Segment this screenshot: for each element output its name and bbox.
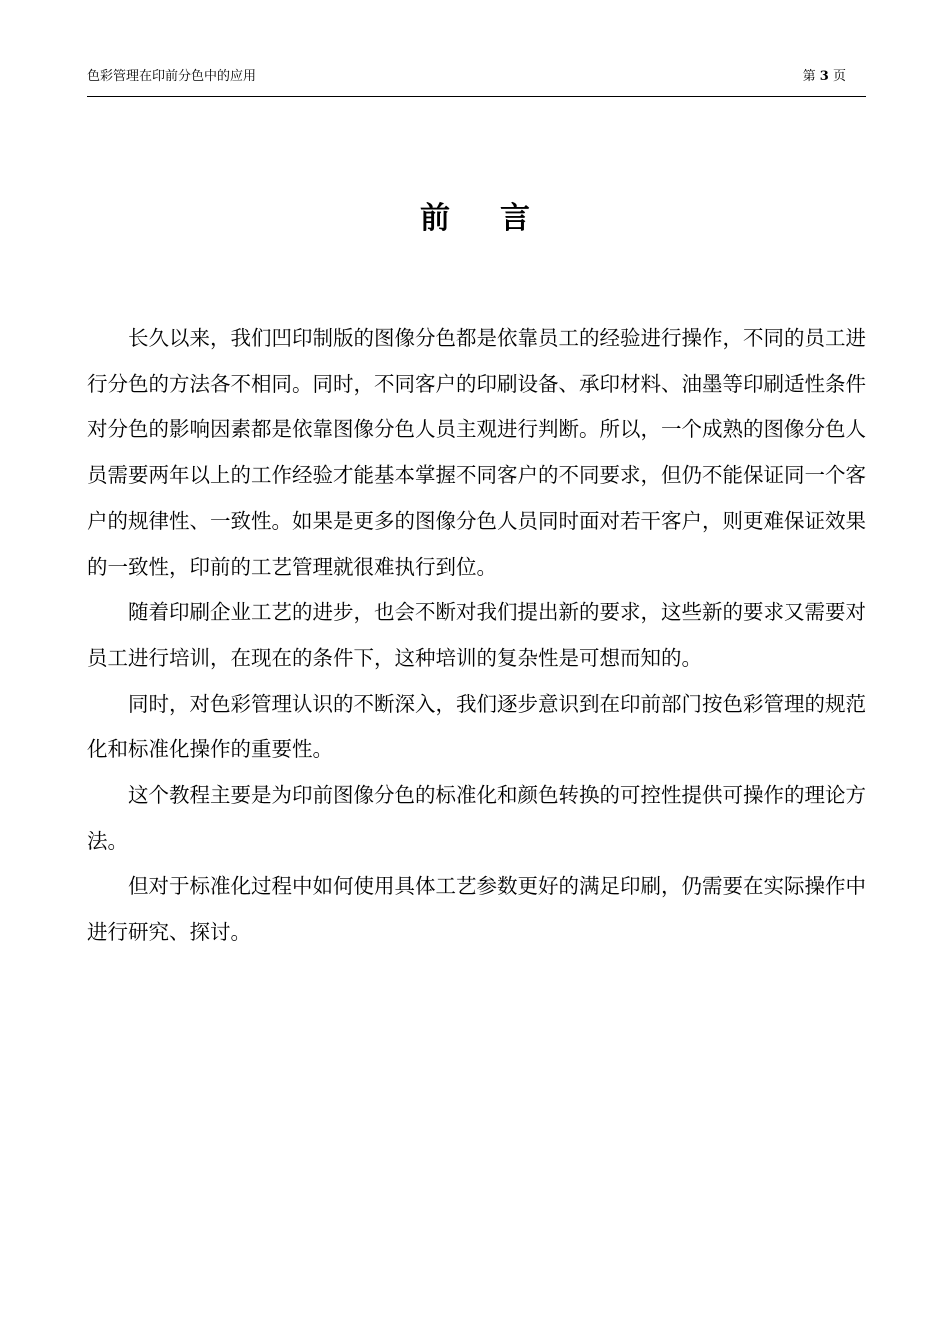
document-title: 前言 <box>420 201 580 236</box>
paragraph-5: 但对于标准化过程中如何使用具体工艺参数更好的满足印刷，仍需要在实际操作中进行研究、探讨。 <box>87 874 866 945</box>
header-page-prefix: 第 <box>802 69 816 84</box>
paragraph-3: 同时，对色彩管理认识的不断深入，我们逐步意识到在印前部门按色彩管理的规范化和标准化操作的重要性。 <box>87 691 866 762</box>
header-page-suffix: 页 <box>832 69 846 84</box>
header-document-title: 色彩管理在印前分色中的应用 <box>87 69 257 84</box>
page-header <box>87 66 866 97</box>
document-body <box>87 316 866 956</box>
paragraph-4: 这个教程主要是为印前图像分色的标准化和颜色转换的可控性提供可操作的理论方法。 <box>87 783 866 853</box>
header-page-value: 3 <box>819 69 829 84</box>
header-page-number <box>803 69 846 85</box>
paragraph-2: 随着印刷企业工艺的进步，也会不断对我们提出新的要求，这些新的要求又需要对员工进行培训，在现在的条件下，这种培训的复杂性是可想而知的。 <box>87 600 866 670</box>
paragraph-1: 长久以来，我们凹印制版的图像分色都是依靠员工的经验进行操作，不同的员工进行分色的方法各不相同。同时，不同客户的印刷设备、承印材料、油墨等印刷适性条件对分色的影响因素都是依靠图像分色人员主观进行判断。所以，一个成熟的图像分色人员需要两年以上的工作经验才能基本掌握不同客户的不同要求，但仍不能保证同一个客户的规律性、一致性。如果是更多的图像分色人员同时面对若干客户，则更难保证效果的一致性，印前的工艺管理就很难执行到位。 <box>87 326 866 579</box>
